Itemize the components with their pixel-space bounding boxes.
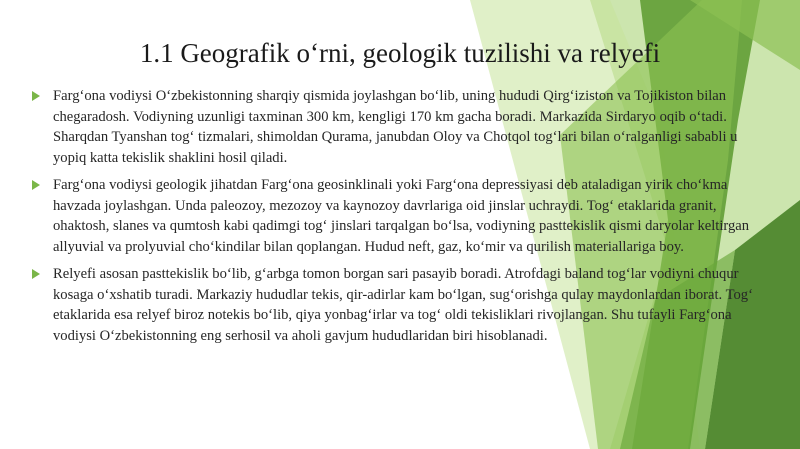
bullet-item: [30, 264, 770, 346]
triangle-arrow-icon: [32, 91, 40, 101]
bullet-list: [30, 86, 770, 353]
bullet-item: [30, 175, 770, 257]
bullet-text: Farg‘ona vodiysi O‘zbekistonning sharqiy qismida joylashgan bo‘lib, uning hududi Qirg‘iziston va Tojikiston bilan chegaradosh. Vodiyning uzunligi taxminan 300 km, kengligi 170 km gacha boradi. Markazida Sirdaryo oqib o‘tadi. Sharqdan Tyanshan tog‘ tizmalari, shimoldan Qurama, janubdan Oloy va Chotqol tog‘lari bilan o‘ralganligi sababli u yopiq katta tekislik shaklini hosil qiladi.: [53, 88, 738, 166]
triangle-arrow-icon: [32, 269, 40, 279]
bullet-text: Farg‘ona vodiysi geologik jihatdan Farg‘ona geosinklinali yoki Farg‘ona depressiyasi deb ataladigan yirik cho‘kma havzada joylashgan. Unda paleozoy, mezozoy va kaynozoy davrlariga oid jinslar uchraydi. Tog‘ etaklarida granit, ohaktosh, slanes va qumtosh kabi qadimgi tog‘ jinslari tarqalgan bo‘lsa, vodiyning pasttekislik qismi daryolar keltirgan allyuvial va prolyuvial cho‘kindilar bilan qoplangan. Hudud neft, gaz, ko‘mir va qurilish materiallariga boy.: [53, 177, 750, 255]
triangle-arrow-icon: [32, 180, 40, 190]
slide-title: 1.1 Geografik o‘rni, geologik tuzilishi va relyefi: [139, 38, 661, 68]
bullet-text: Relyefi asosan pasttekislik bo‘lib, g‘arbga tomon borgan sari pasayib boradi. Atrofdagi baland tog‘lar vodiyni chuqur kosaga o‘xshatib turadi. Markaziy hududlar tekis, qir-adirlar kam bo‘lgan, sug‘orishga qulay maydonlardan iborat. Tog‘ etaklarida esa relyef biroz notekis bo‘lib, qiya yonbag‘irlar va tog‘ oldi tekisliklari rivojlangan. Shu tufayli Farg‘ona vodiysi O‘zbekistonning eng serhosil va aholi gavjum hududlaridan biri hisoblanadi.: [53, 266, 753, 344]
bullet-item: [30, 86, 770, 168]
